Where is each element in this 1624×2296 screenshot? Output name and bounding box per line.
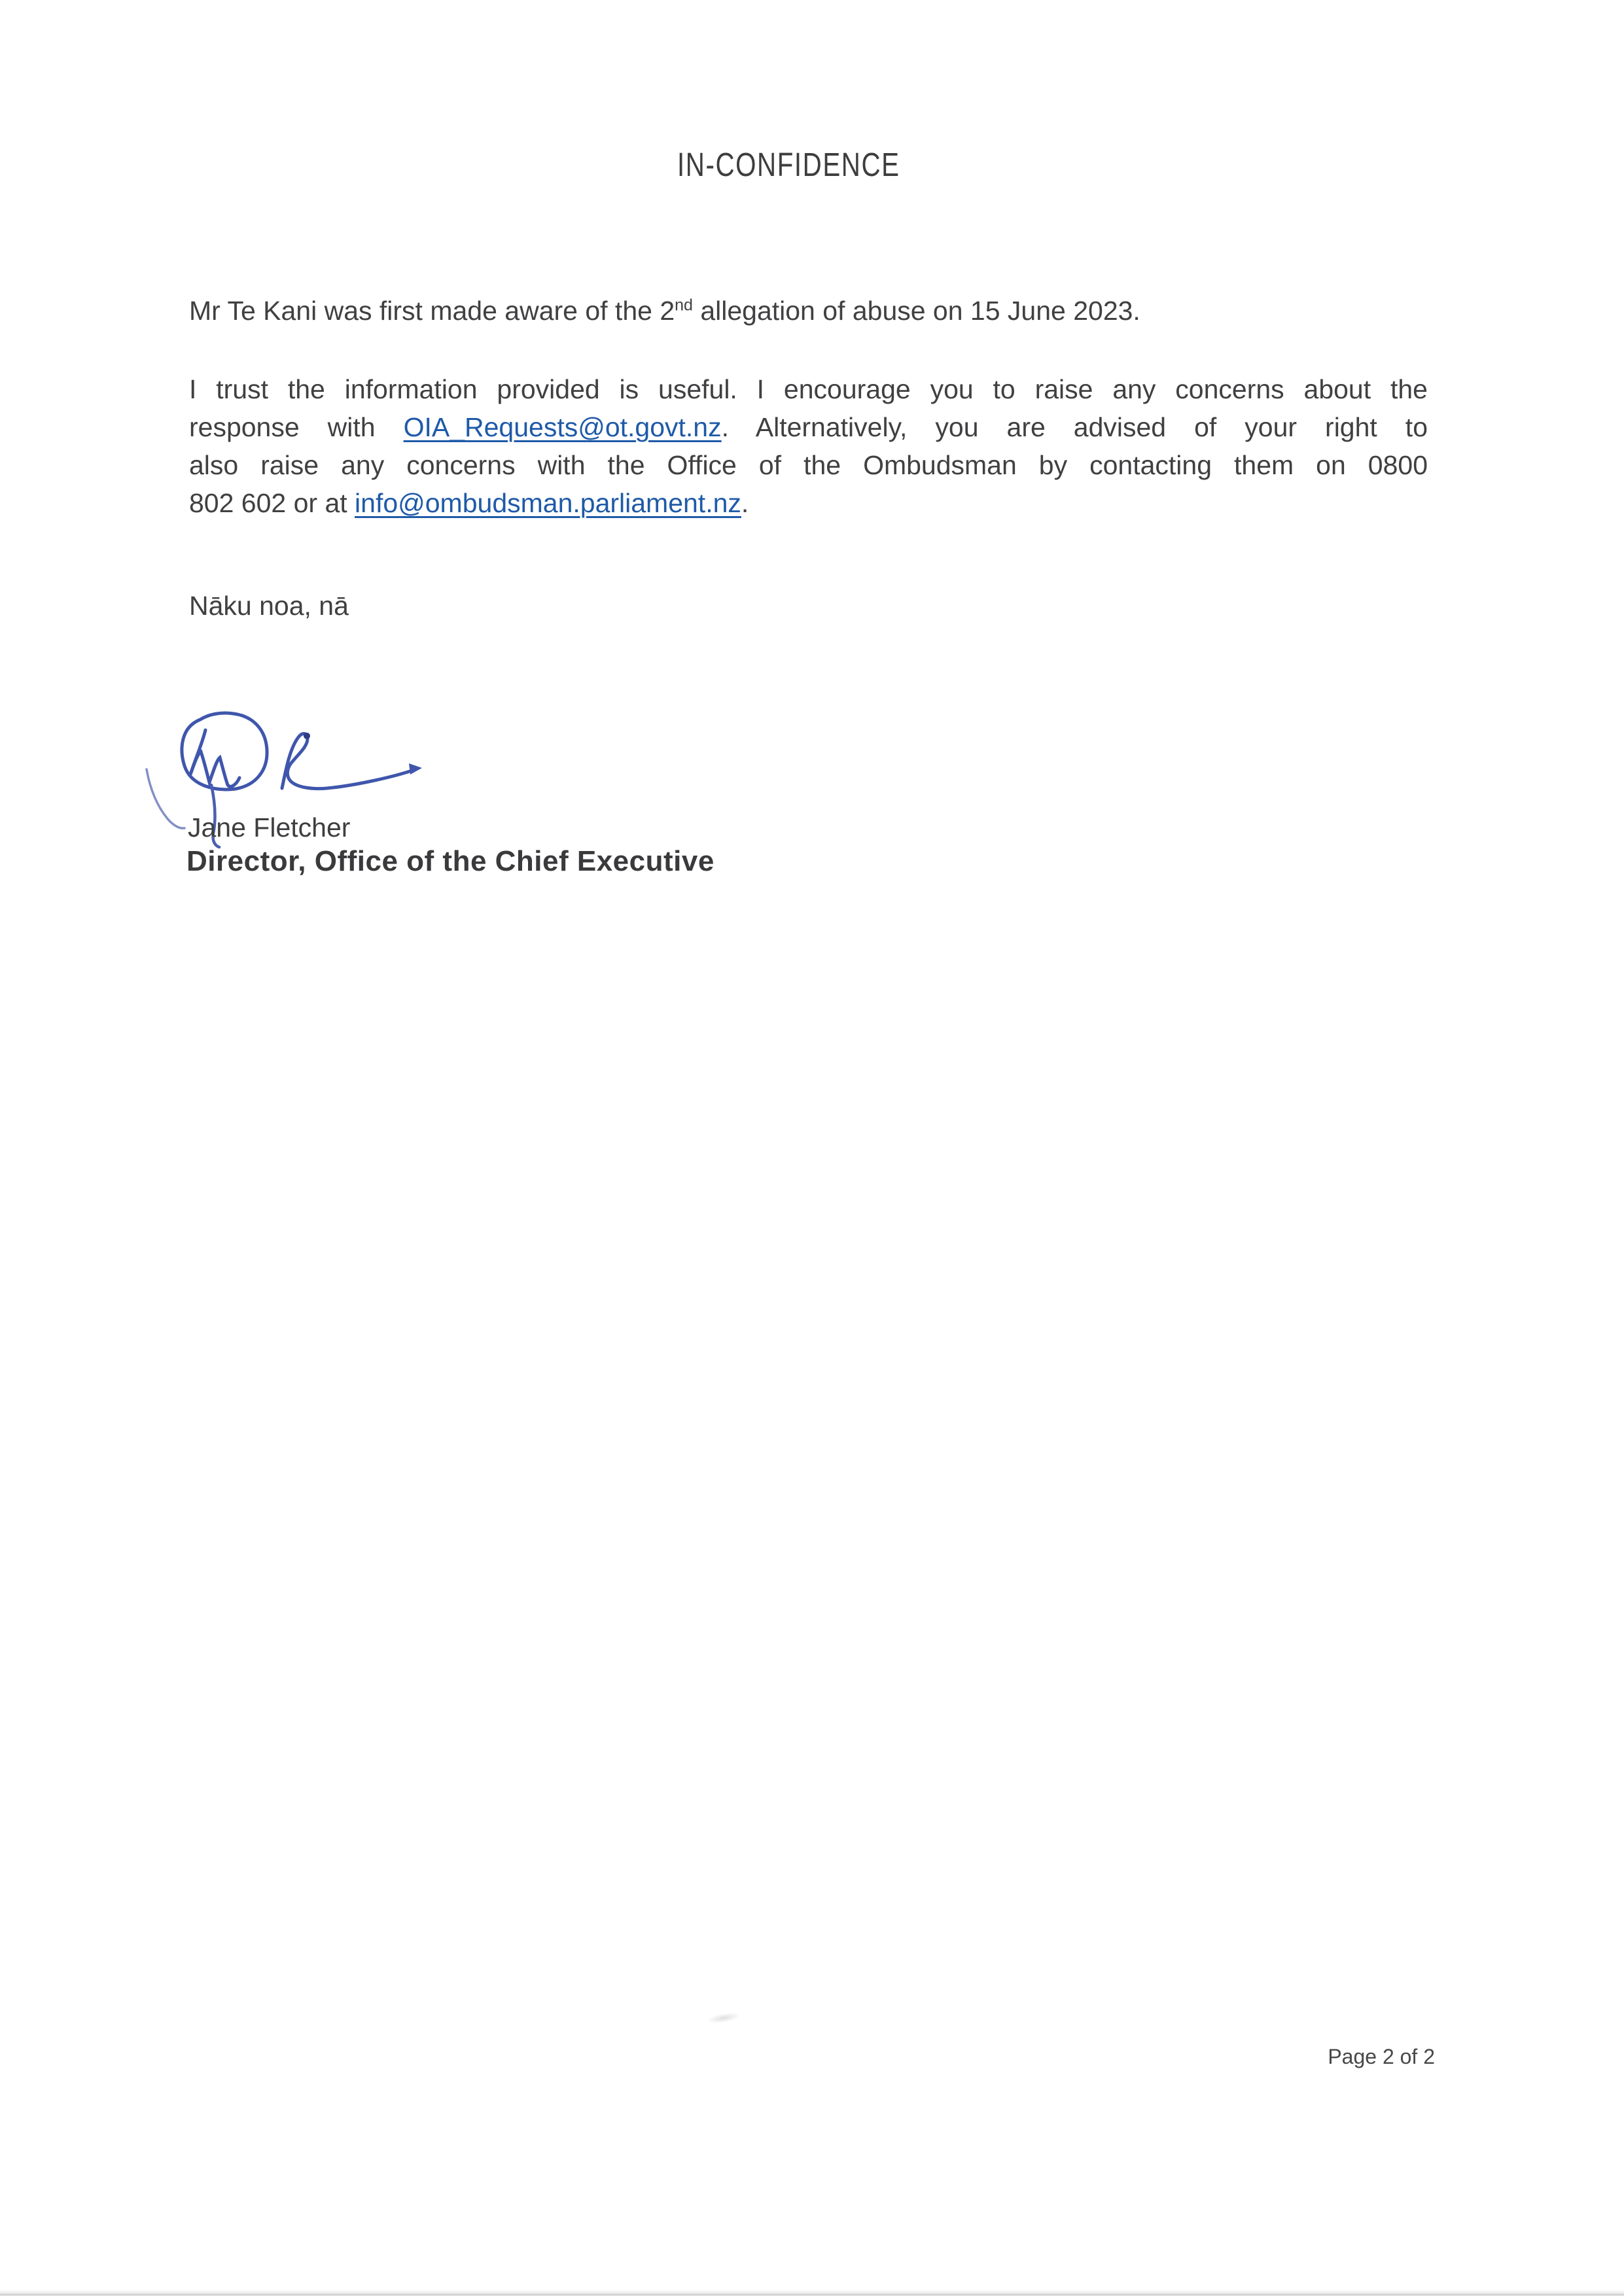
scan-bottom-edge-artifact bbox=[0, 2289, 1624, 2296]
paragraph-2-text: . Alternatively, you are advised of your right to bbox=[721, 412, 1428, 442]
scan-smudge-artifact bbox=[706, 2011, 741, 2026]
page-number: Page 2 of 2 bbox=[1328, 2045, 1435, 2068]
signature-ink-dot bbox=[304, 733, 310, 739]
signature-flourish-stroke bbox=[147, 769, 185, 828]
paragraph-2-line-4 bbox=[189, 484, 1428, 522]
signatory-name: Jane Fletcher bbox=[188, 812, 351, 843]
paragraph-2-line-2 bbox=[189, 408, 1428, 446]
ordinal-superscript: nd bbox=[675, 296, 693, 315]
signature-arrowhead bbox=[409, 763, 422, 774]
body-paragraph-1 bbox=[189, 292, 1428, 330]
email-link-oia-requests[interactable]: OIA_Requests@ot.govt.nz bbox=[403, 412, 722, 442]
paragraph-2-line-3: also raise any concerns with the Office of the Ombudsman by contacting them on 0800 bbox=[189, 450, 1428, 480]
paragraph-2-text: . bbox=[741, 488, 749, 518]
paragraph-2-text: response with bbox=[189, 412, 404, 442]
classification-header bbox=[677, 145, 959, 184]
classification-text: IN-CONFIDENCE bbox=[677, 146, 900, 183]
maori-signoff: Nāku noa, nā bbox=[189, 591, 349, 621]
paragraph-1-text: Mr Te Kani was first made aware of the 2 bbox=[189, 296, 675, 326]
signature-initials-stroke bbox=[190, 730, 239, 786]
signature-circle-stroke bbox=[182, 713, 267, 790]
body-paragraph-2 bbox=[189, 370, 1428, 522]
paragraph-2-text: 802 602 or at bbox=[189, 488, 355, 518]
signatory-title: Director, Office of the Chief Executive bbox=[186, 845, 715, 877]
paragraph-1-text-end: allegation of abuse on 15 June 2023. bbox=[692, 296, 1140, 326]
paragraph-2-line-1: I trust the information provided is useful. I encourage you to raise any concerns about the bbox=[189, 374, 1428, 404]
signature-tail-stroke bbox=[282, 734, 417, 789]
email-link-ombudsman[interactable]: info@ombudsman.parliament.nz bbox=[355, 488, 741, 518]
